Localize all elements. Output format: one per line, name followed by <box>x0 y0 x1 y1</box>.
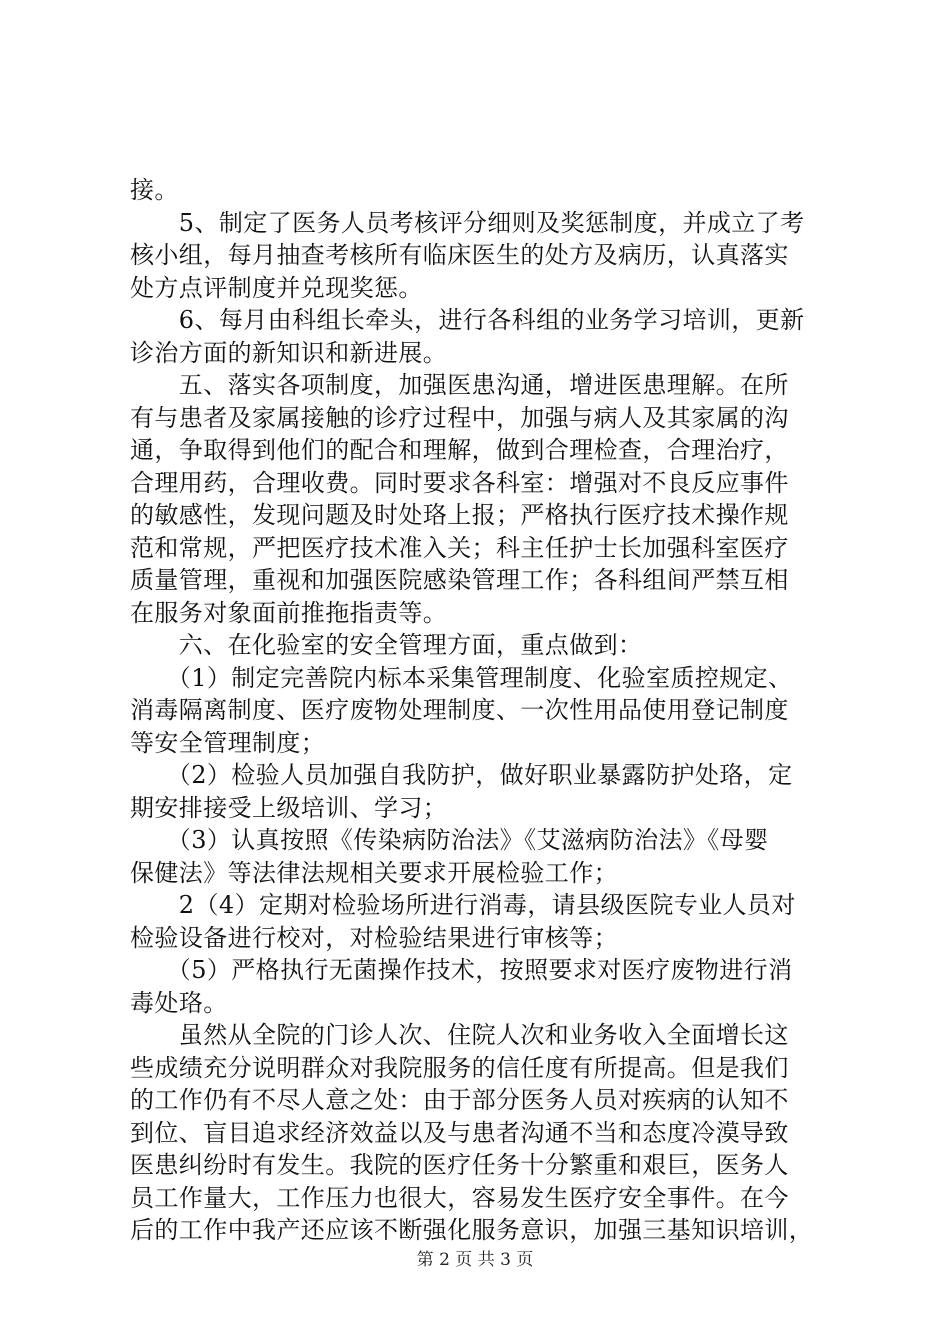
text-line: 保健法》等法律法规相关要求开展检验工作； <box>130 858 618 887</box>
text-line: 消毒隔离制度、医疗废物处理制度、一次性用品使用登记制度 <box>130 696 789 724</box>
page-number-footer: 第 2 页 共 3 页 <box>416 1250 534 1270</box>
text-line: 医患纠纷时有发生。我院的医疗任务十分繁重和艰巨，医务人 <box>130 1151 789 1179</box>
text-line: （3）认真按照《传染病防治法》《艾滋病防治法》《母婴 <box>130 826 769 854</box>
text-line: 等安全管理制度； <box>130 728 326 757</box>
text-line: 的工作仍有不尽人意之处：由于部分医务人员对疾病的认知不 <box>130 1086 789 1114</box>
text-line: 员工作量大，工作压力也很大，容易发生医疗安全事件。在今 <box>130 1183 789 1212</box>
text-line: 有与患者及家属接触的诊疗过程中，加强与病人及其家属的沟 <box>130 403 789 432</box>
text-line: 六、在化验室的安全管理方面，重点做到： <box>130 631 643 659</box>
text-line: 些成绩充分说明群众对我院服务的信任度有所提高。但是我们 <box>130 1053 789 1082</box>
text-line: 核小组，每月抽查考核所有临床医生的处方及病历，认真落实 <box>130 241 789 269</box>
text-line: 毒处珞。 <box>130 988 228 1017</box>
text-line: 5、制定了医务人员考核评分细则及奖惩制度，并成立了考 <box>130 208 805 237</box>
document-body <box>130 174 835 1247</box>
text-line: （5）严格执行无菌操作技术，按照要求对医疗废物进行消 <box>130 956 793 984</box>
text-line: 五、落实各项制度，加强医患沟通，增进医患理解。在所 <box>130 371 789 399</box>
text-line: 处方点评制度并兑现奖惩。 <box>130 273 423 302</box>
text-line: 接。 <box>130 176 179 204</box>
text-line: 期安排接受上级培训、学习； <box>130 793 448 822</box>
text-line: 检验设备进行校对，对检验结果进行审核等； <box>130 923 618 952</box>
text-line: 质量管理，重视和加强医院感染管理工作；各科组间严禁互相 <box>130 566 789 594</box>
text-line: 的敏感性，发现问题及时处珞上报；严格执行医疗技术操作规 <box>130 501 789 529</box>
text-line: 后的工作中我产还应该不断强化服务意识，加强三基知识培训， <box>130 1216 814 1244</box>
text-line: 2（4）定期对检验场所进行消毒，请县级医院专业人员对 <box>130 891 796 919</box>
text-line: 通，争取得到他们的配合和理解，做到合理检查，合理治疗， <box>130 436 789 464</box>
text-line: 虽然从全院的门诊人次、住院人次和业务收入全面增长这 <box>130 1021 789 1049</box>
text-line: 合理用药，合理收费。同时要求各科室：增强对不良反应事件 <box>130 468 789 497</box>
text-line: 诊治方面的新知识和新进展。 <box>130 338 448 367</box>
text-line: 在服务对象面前推拖指责等。 <box>130 598 448 627</box>
text-line: 到位、盲目追求经济效益以及与患者沟通不当和态度冷漠导致 <box>130 1118 789 1147</box>
text-line: 6、每月由科组长牵头，进行各科组的业务学习培训，更新 <box>130 306 805 334</box>
text-line: （2）检验人员加强自我防护，做好职业暴露防护处珞，定 <box>130 761 793 789</box>
text-line: （1）制定完善院内标本采集管理制度、化验室质控规定、 <box>130 663 793 692</box>
text-line: 范和常规，严把医疗技术准入关；科主任护士长加强科室医疗 <box>130 533 789 562</box>
